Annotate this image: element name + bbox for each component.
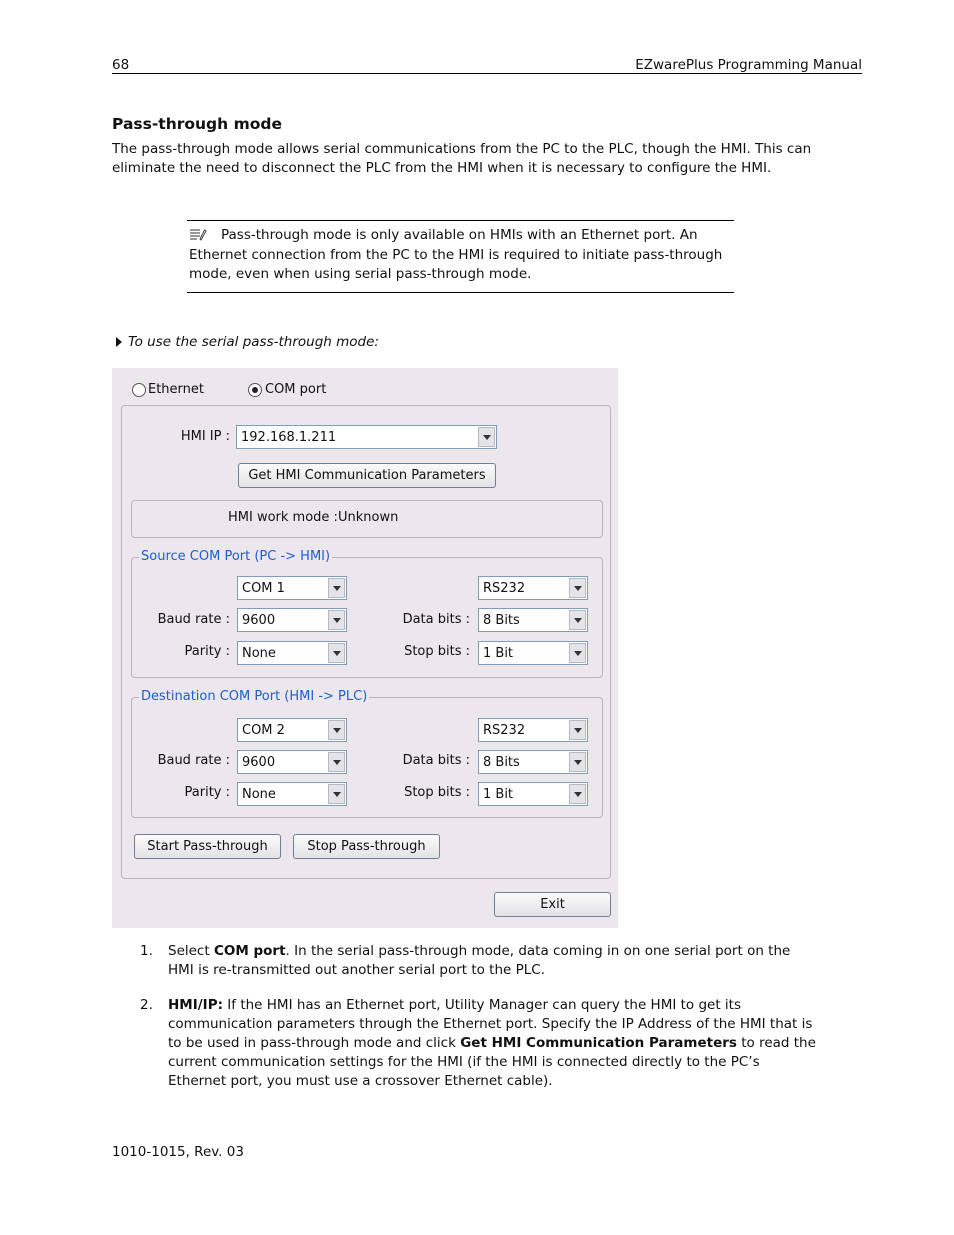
source-stopbits-label: Stop bits : bbox=[404, 644, 470, 659]
start-pass-through-button[interactable]: Start Pass-through bbox=[134, 834, 281, 859]
chevron-down-icon[interactable] bbox=[328, 752, 345, 772]
procedure-heading bbox=[116, 334, 379, 350]
source-port-select[interactable] bbox=[237, 576, 347, 600]
hmi-ip-label: HMI IP : bbox=[180, 429, 230, 444]
triangle-right-icon bbox=[116, 337, 122, 347]
dest-group-title: Destination COM Port (HMI -> PLC) bbox=[141, 689, 368, 704]
step-text: . In the serial pass-through mode, data coming in on one serial port on the HMI is re-transmitted out another serial port to the PLC. bbox=[168, 943, 791, 978]
source-databits-value: 8 Bits bbox=[483, 613, 520, 628]
chevron-down-icon[interactable] bbox=[328, 610, 345, 630]
note-icon bbox=[189, 228, 207, 242]
step-text: If the HMI has an Ethernet port, Utility Manager can query the HMI to get its communication parameters through the Ethernet port. Specify the IP Address of the HMI that is to be used in pass-through mode and click bbox=[168, 997, 813, 1051]
dest-parity-select[interactable] bbox=[237, 782, 347, 806]
source-baud-select[interactable] bbox=[237, 608, 347, 632]
list-item bbox=[140, 942, 820, 980]
dest-stopbits-label: Stop bits : bbox=[404, 785, 470, 800]
dest-databits-label: Data bits : bbox=[402, 753, 470, 768]
work-mode-value: Unknown bbox=[338, 510, 399, 525]
chevron-down-icon[interactable] bbox=[569, 610, 586, 630]
section-title: Pass-through mode bbox=[112, 115, 282, 133]
source-parity-select[interactable] bbox=[237, 641, 347, 665]
dest-databits-select[interactable] bbox=[478, 750, 588, 774]
hmi-ip-value: 192.168.1.211 bbox=[241, 430, 337, 445]
step-bold: Get HMI Communication Parameters bbox=[460, 1035, 737, 1051]
get-hmi-params-button[interactable]: Get HMI Communication Parameters bbox=[238, 463, 496, 488]
hmi-ip-select[interactable] bbox=[236, 425, 497, 449]
com-port-radio-label: COM port bbox=[265, 382, 327, 397]
chevron-down-icon[interactable] bbox=[328, 578, 345, 598]
manual-title: EZwarePlus Programming Manual bbox=[635, 57, 862, 73]
intro-paragraph: The pass-through mode allows serial communications from the PC to the PLC, though the HMI. This can eliminate the need to disconnect the PLC from the HMI when it is necessary to configure the HMI. bbox=[112, 141, 812, 176]
step-lead: HMI/IP: bbox=[168, 997, 224, 1013]
chevron-down-icon[interactable] bbox=[569, 784, 586, 804]
chevron-down-icon[interactable] bbox=[569, 643, 586, 663]
step-bold: COM port bbox=[213, 943, 286, 959]
page-number: 68 bbox=[112, 57, 130, 73]
footer-doc-number: 1010-1015, Rev. 03 bbox=[112, 1144, 244, 1160]
source-port-value: COM 1 bbox=[242, 581, 285, 596]
list-item bbox=[140, 996, 820, 1091]
ethernet-radio[interactable] bbox=[132, 383, 146, 397]
dest-port-select[interactable] bbox=[237, 718, 347, 742]
dest-baud-select[interactable] bbox=[237, 750, 347, 774]
exit-button[interactable]: Exit bbox=[494, 892, 611, 917]
dest-databits-value: 8 Bits bbox=[483, 755, 520, 770]
dest-port-value: COM 2 bbox=[242, 723, 285, 738]
source-baud-value: 9600 bbox=[242, 613, 276, 628]
ethernet-radio-label: Ethernet bbox=[148, 382, 204, 397]
work-mode-label: HMI work mode : bbox=[228, 510, 338, 525]
source-parity-value: None bbox=[242, 646, 276, 661]
source-interface-select[interactable] bbox=[478, 576, 588, 600]
header-rule bbox=[112, 73, 862, 74]
chevron-down-icon[interactable] bbox=[328, 784, 345, 804]
dest-parity-value: None bbox=[242, 787, 276, 802]
source-databits-select[interactable] bbox=[478, 608, 588, 632]
chevron-down-icon[interactable] bbox=[569, 578, 586, 598]
note-box bbox=[189, 226, 734, 285]
step-text: Select bbox=[168, 943, 214, 959]
step-number: 2. bbox=[140, 997, 153, 1013]
dest-parity-label: Parity : bbox=[184, 785, 230, 800]
source-group-title: Source COM Port (PC -> HMI) bbox=[141, 549, 331, 564]
procedure-label: To use the serial pass-through mode: bbox=[128, 334, 379, 350]
note-text: Pass-through mode is only available on HMIs with an Ethernet port. An Ethernet connection from the PC to the HMI is required to initiate pass-through mode, even when using serial pass-through mode. bbox=[189, 227, 723, 282]
note-bottom-rule bbox=[187, 292, 734, 293]
source-parity-label: Parity : bbox=[184, 644, 230, 659]
step-number: 1. bbox=[140, 943, 153, 959]
chevron-down-icon[interactable] bbox=[328, 643, 345, 663]
note-top-rule bbox=[187, 220, 734, 221]
dest-baud-value: 9600 bbox=[242, 755, 276, 770]
pass-through-dialog bbox=[112, 368, 618, 928]
dest-interface-value: RS232 bbox=[483, 723, 526, 738]
chevron-down-icon[interactable] bbox=[328, 720, 345, 740]
steps-list bbox=[140, 942, 820, 1107]
dest-stopbits-select[interactable] bbox=[478, 782, 588, 806]
stop-pass-through-button[interactable]: Stop Pass-through bbox=[293, 834, 440, 859]
com-port-radio[interactable] bbox=[248, 383, 262, 397]
chevron-down-icon[interactable] bbox=[569, 720, 586, 740]
chevron-down-icon[interactable] bbox=[478, 427, 495, 447]
dest-stopbits-value: 1 Bit bbox=[483, 787, 514, 802]
chevron-down-icon[interactable] bbox=[569, 752, 586, 772]
source-stopbits-select[interactable] bbox=[478, 641, 588, 665]
dest-baud-label: Baud rate : bbox=[157, 753, 230, 768]
source-baud-label: Baud rate : bbox=[157, 612, 230, 627]
source-stopbits-value: 1 Bit bbox=[483, 646, 514, 661]
source-databits-label: Data bits : bbox=[402, 612, 470, 627]
dest-interface-select[interactable] bbox=[478, 718, 588, 742]
step-text: to read the current communication settings for the HMI (if the HMI is connected directly to the PC’s Ethernet port, you must use a crossover Ethernet cable). bbox=[168, 1035, 816, 1089]
source-interface-value: RS232 bbox=[483, 581, 526, 596]
